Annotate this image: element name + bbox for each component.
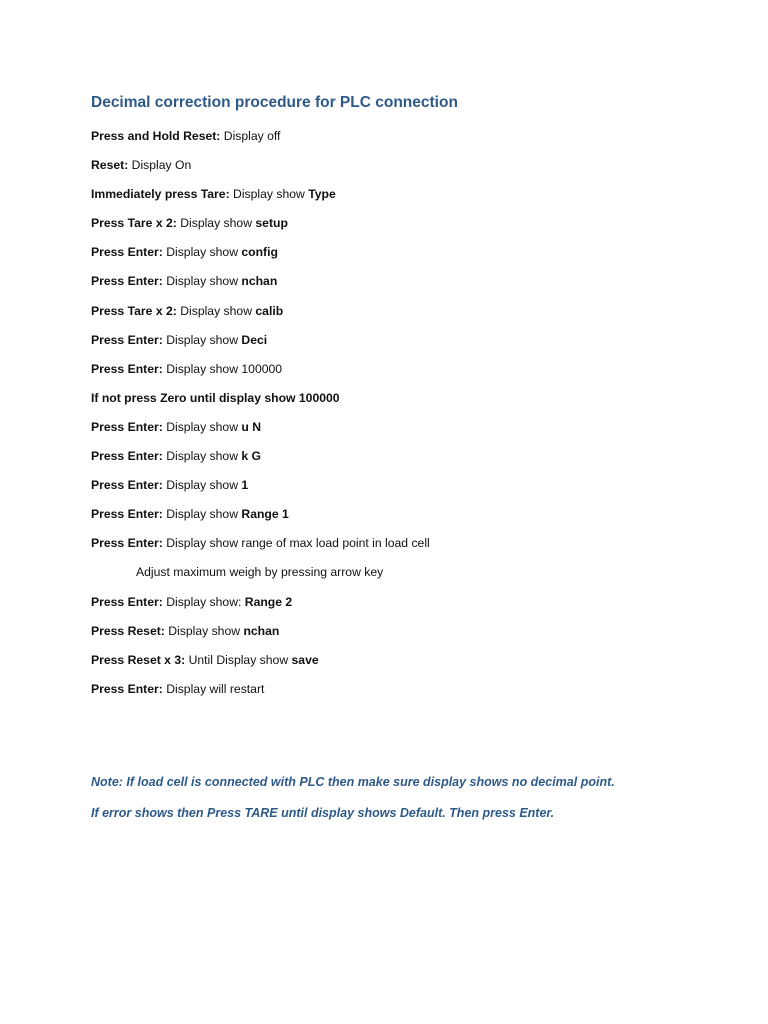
step-action: Press Enter: [91, 361, 163, 376]
step-result: Display show [162, 507, 242, 522]
step-12 [91, 447, 430, 476]
notes-section [91, 773, 615, 835]
procedure-steps [91, 127, 430, 709]
step-result-value: Type [308, 187, 336, 202]
step-result: Until Display show [185, 652, 292, 667]
step-result-value: u N [241, 419, 262, 434]
step-result: Display show [162, 478, 242, 493]
step-result: Display show [162, 419, 242, 434]
step-result: Display show [229, 187, 309, 202]
step-result: Display show [164, 623, 244, 638]
step-14 [91, 505, 430, 534]
step-4 [91, 214, 430, 243]
step-action: Press Tare x 2: [91, 303, 177, 318]
step-action: Press Enter: [91, 449, 163, 464]
step-11 [91, 418, 430, 447]
step-19 [91, 651, 430, 680]
step-3 [91, 185, 430, 214]
step-action: If not press Zero until display show [91, 390, 299, 405]
step-action: Press Reset x 3: [91, 652, 186, 667]
step-result: Display off [220, 129, 281, 143]
step-action: Press Enter: [91, 274, 163, 289]
step-action: Press Tare x 2: [91, 216, 177, 231]
step-1 [91, 127, 430, 156]
step-action: Press Enter: [91, 478, 163, 493]
step-9 [91, 360, 430, 389]
note-error-default: If error shows then Press TARE until display shows Default. Then press Enter. [91, 806, 555, 820]
step-result: Adjust maximum weigh by pressing arrow key [136, 565, 384, 580]
step-action: Press Enter: [91, 419, 163, 434]
step-13 [91, 476, 430, 505]
step-result: Display show: [162, 594, 245, 609]
step-result: Display show [162, 274, 242, 289]
step-2 [91, 156, 430, 185]
step-result-value: Range 1 [241, 507, 289, 522]
step-result-value: Range 2 [244, 594, 293, 609]
step-action: Press Enter: [91, 507, 163, 522]
step-20 [91, 680, 430, 709]
step-result: Display show range of max load point in load cell [162, 536, 430, 551]
step-result-value: setup [255, 216, 288, 231]
step-action: Press Enter: [91, 332, 163, 347]
step-result-value: calib [255, 303, 284, 318]
step-result-value: 100000 [298, 390, 340, 405]
step-5 [91, 243, 430, 272]
step-result: Display show [162, 245, 242, 260]
step-action: Reset: [91, 158, 129, 173]
step-result: Display On [128, 158, 192, 173]
step-result-value: nchan [243, 623, 280, 638]
step-result: Display show [162, 332, 242, 347]
step-action: Press Enter: [91, 594, 163, 609]
step-action: Press Enter: [91, 245, 163, 260]
step-result: Display will restart [162, 681, 265, 696]
step-action: Press and Hold Reset: [91, 129, 221, 143]
step-result-value: config [241, 245, 278, 260]
step-result-value: nchan [241, 274, 278, 289]
step-action: Immediately press Tare: [91, 187, 230, 202]
step-15 [91, 534, 430, 563]
step-action: Press Enter: [91, 536, 163, 551]
step-7 [91, 302, 430, 331]
step-result-value: k G [241, 449, 262, 464]
step-action: Press Enter: [91, 681, 163, 696]
step-result-value: save [291, 652, 319, 667]
step-result: Display show [176, 216, 256, 231]
note-plc-decimal: Note: If load cell is connected with PLC then make sure display shows no decimal point. [91, 775, 615, 789]
step-10 [91, 389, 430, 418]
step-result: Display show [176, 303, 256, 318]
step-result: Display show [162, 449, 242, 464]
step-result: Display show 100000 [162, 361, 283, 376]
step-6 [91, 272, 430, 301]
step-result-value: 1 [241, 478, 249, 493]
step-18 [91, 622, 430, 651]
step-16-substep [91, 563, 430, 592]
document-title: Decimal correction procedure for PLC connection [91, 94, 458, 111]
step-action: Press Reset: [91, 623, 165, 638]
step-17 [91, 593, 430, 622]
step-result-value: Deci [241, 332, 268, 347]
step-8 [91, 331, 430, 360]
